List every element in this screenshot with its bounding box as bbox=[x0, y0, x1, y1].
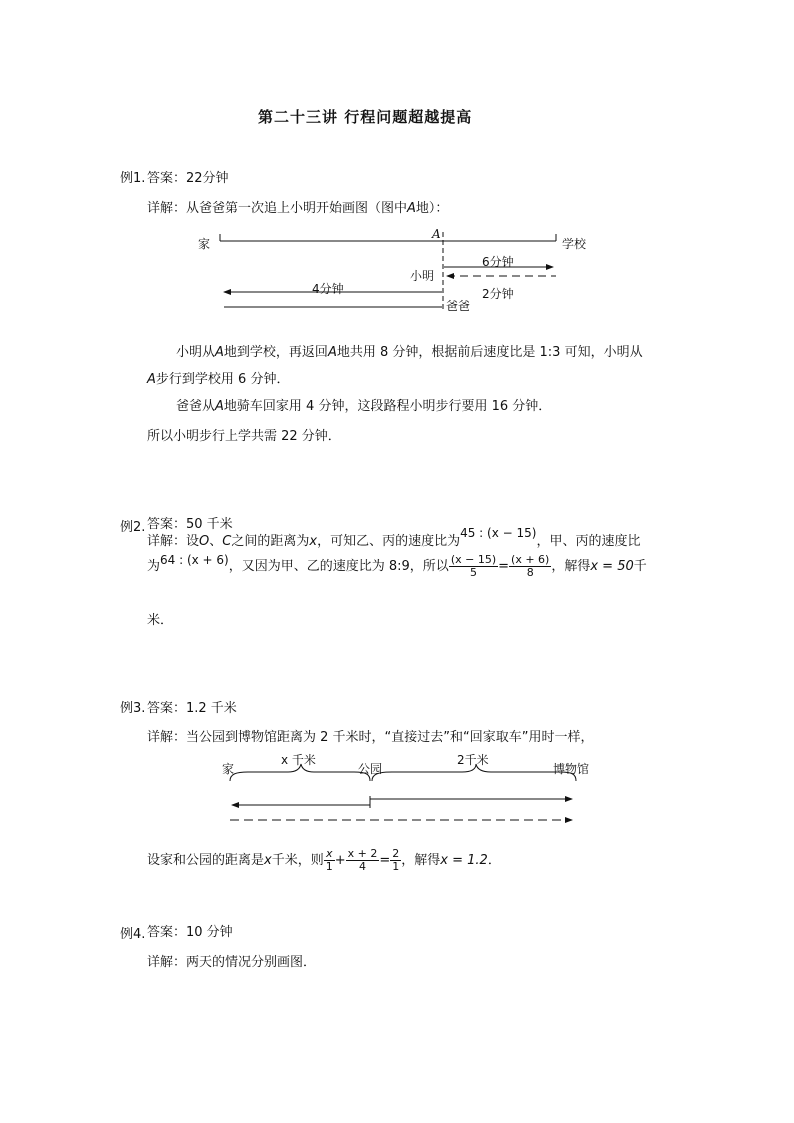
example-2-line-3: 米． bbox=[147, 613, 174, 628]
diagram-1-baba: 爸爸 bbox=[446, 299, 471, 313]
example-2-line-2: 为64 : (x + 6)，又因为甲、乙的速度比为 8:9，所以 $\frac{(x - 15)}{5}$ = $\frac{(x + 6)}{8}$ ，解得x = 50千 bbox=[147, 553, 647, 579]
example-4-detail: 详解：两天的情况分别画图． bbox=[147, 955, 317, 970]
diagram-1-four-min: 4分钟 bbox=[312, 282, 344, 296]
diagram-1-point-a: A bbox=[432, 227, 441, 241]
diagram-1-xiaoming: 小明 bbox=[410, 269, 435, 283]
diagram-1-two-min: 2分钟 bbox=[482, 287, 514, 301]
example-4-answer: 答案：10 分钟 bbox=[147, 925, 233, 940]
diagram-1-six-min: 6分钟 bbox=[482, 255, 514, 269]
example-1-label: 例1. bbox=[120, 171, 146, 186]
diagram-3-x-km: x 千米 bbox=[281, 753, 316, 767]
page-title: 第二十三讲 行程问题超越提高 bbox=[258, 108, 473, 126]
diagram-3-home: 家 bbox=[222, 762, 235, 776]
diagram-1-school: 学校 bbox=[562, 237, 587, 251]
example-1-para-3: 所以小明步行上学共需 22 分钟． bbox=[147, 429, 341, 444]
diagram-1-home: 家 bbox=[198, 237, 211, 251]
diagram-3-park: 公园 bbox=[358, 762, 383, 776]
example-3-detail: 详解：当公园到博物馆距离为 2 千米时，“直接过去”和“回家取车”用时一样， bbox=[147, 730, 594, 745]
example-1-detail: 详解：从爸爸第一次追上小明开始画图（图中A地）： bbox=[147, 201, 449, 216]
diagram-3-museum: 博物馆 bbox=[553, 762, 590, 776]
example-3-answer: 答案：1.2 千米 bbox=[147, 701, 237, 716]
example-4-label: 例4. bbox=[120, 927, 146, 942]
example-1-para-1: 小明从A地到学校，再返回A地共用 8 分钟，根据前后速度比是 1:3 可知，小明从 bbox=[176, 345, 643, 360]
diagram-3-two-km: 2千米 bbox=[457, 753, 489, 767]
example-3-label: 例3. bbox=[120, 701, 146, 716]
example-1-answer: 答案：22分钟 bbox=[147, 171, 229, 186]
example-2-line-1: 详解：设O、C之间的距离为x，可知乙、丙的速度比为45 : (x − 15)，甲、丙的速度比 bbox=[147, 526, 641, 549]
example-1-para-1b: A步行到学校用 6 分钟． bbox=[147, 372, 290, 387]
example-2-label: 例2. bbox=[120, 520, 146, 535]
example-3-equation: 设家和公园的距离是x千米，则 $\frac{x}{1}$ + $\frac{x + 2}{4}$ = $\frac{2}{1}$ ，解得x = 1.2． bbox=[147, 847, 501, 873]
example-1-para-2: 爸爸从A地骑车回家用 4 分钟，这段路程小明步行要用 16 分钟． bbox=[176, 399, 552, 414]
example-2-answer: 答案：50 千米 bbox=[147, 517, 233, 532]
